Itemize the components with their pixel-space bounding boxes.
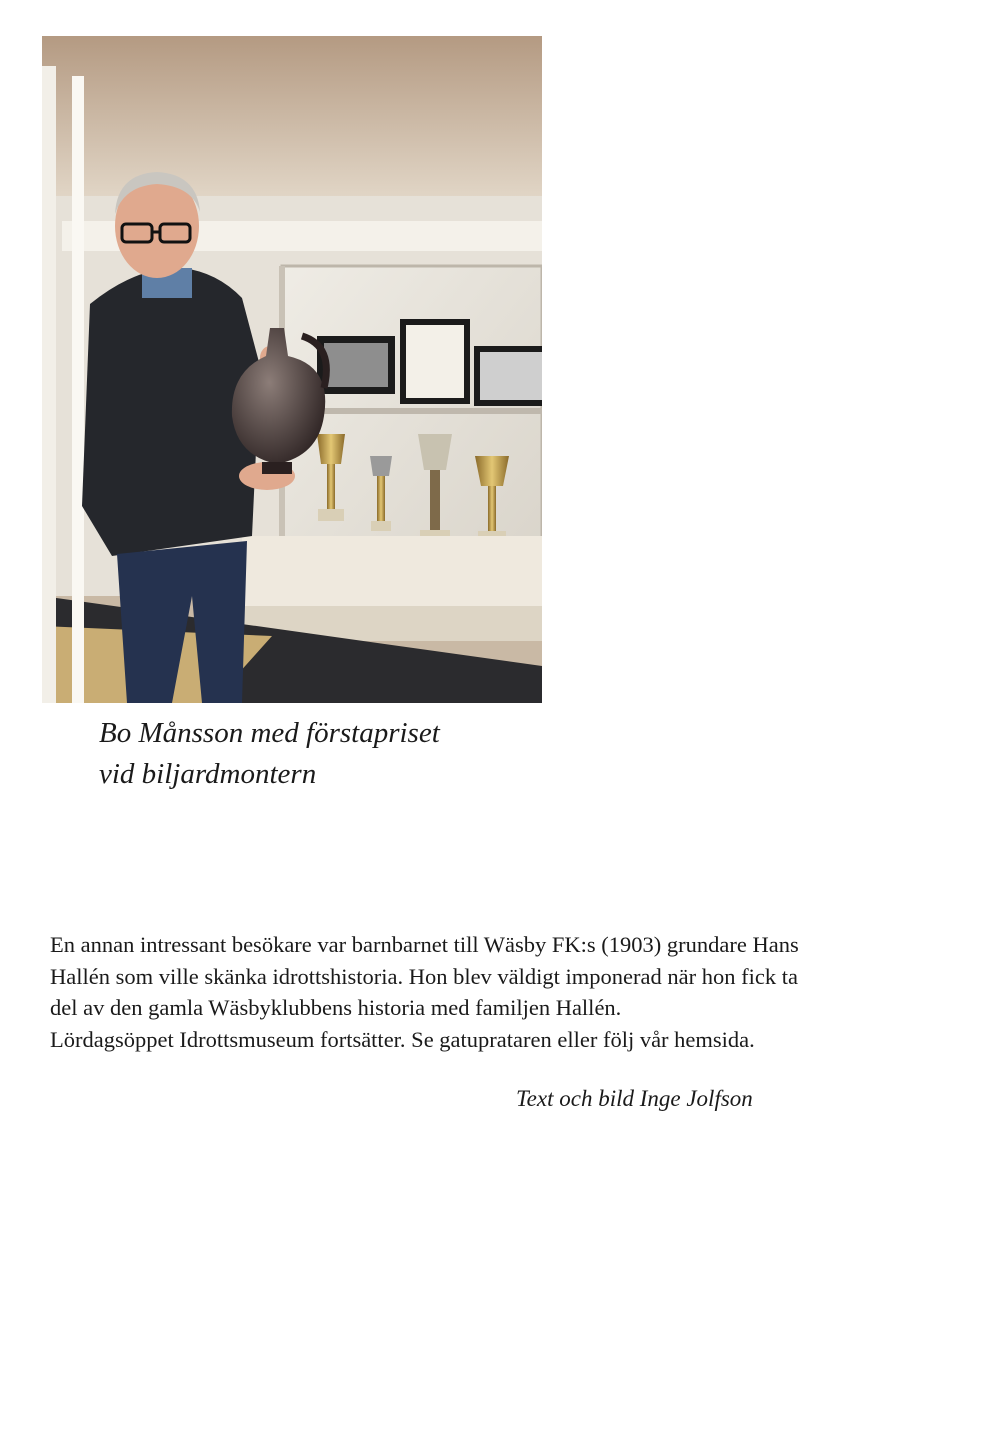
caption-line: Bo Månsson med förstapriset [99, 717, 440, 749]
author-credit: Text och bild Inge Jolfson [516, 1086, 753, 1111]
article-line: En annan intressant besökare var barnbarnet till Wäsby FK:s (1903) grundare Hans [50, 932, 799, 957]
article-photo [42, 36, 542, 703]
article-line: Lördagsöppet Idrottsmuseum fortsätter. Se gatuprataren eller följ vår hemsida. [50, 1026, 755, 1052]
article-body [50, 929, 950, 1055]
photo-illustration [42, 36, 542, 703]
article-line: Hallén som ville skänka idrottshistoria. Hon blev väldigt imponerad när hon fick ta [50, 963, 798, 989]
article-line: del av den gamla Wäsbyklubbens historia med familjen Hallén. [50, 995, 622, 1020]
photo-caption [99, 713, 579, 795]
caption-line: vid biljardmontern [99, 758, 317, 790]
